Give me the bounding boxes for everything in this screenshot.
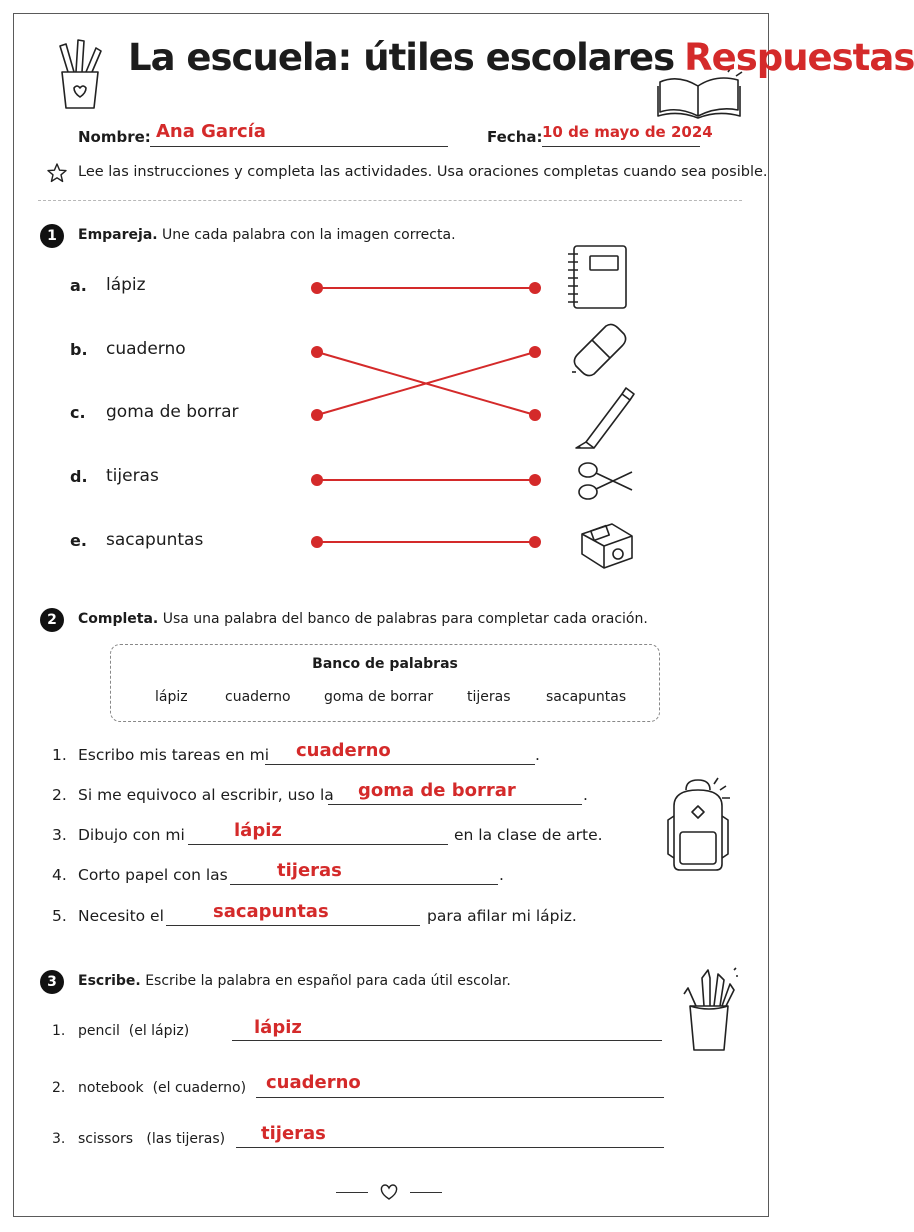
- name-label: Nombre:: [78, 128, 151, 146]
- write-1-answer: lápiz: [254, 1017, 302, 1038]
- match-dot-left[interactable]: [311, 409, 323, 421]
- match-item-word: sacapuntas: [106, 530, 204, 550]
- sentence-4-answer: tijeras: [277, 860, 342, 881]
- eraser-icon: [570, 320, 630, 376]
- write-2-answer: cuaderno: [266, 1072, 361, 1093]
- section-2-title: Completa.: [78, 611, 159, 627]
- sentence-3-number: 3.: [52, 826, 67, 844]
- write-3-prompt: scissors (las tijeras): [78, 1131, 226, 1147]
- sentence-3-answer: lápiz: [234, 820, 282, 841]
- notebook-icon: [568, 244, 630, 310]
- section-1-number: 1: [40, 224, 64, 248]
- sentence-4-blank: [230, 884, 498, 885]
- section-3-instruction: Escribe la palabra en español para cada útil escolar.: [145, 973, 511, 989]
- sentence-1-after: .: [535, 746, 540, 764]
- sentence-5-before: Necesito el: [78, 907, 164, 925]
- write-1-blank: [232, 1040, 662, 1041]
- write-1-number: 1.: [52, 1023, 66, 1039]
- footer-line-left: [336, 1192, 368, 1193]
- sentence-1-blank: [265, 764, 535, 765]
- sentence-2-before: Si me equivoco al escribir, uso la: [78, 786, 334, 804]
- word-bank-word: lápiz: [155, 689, 188, 705]
- match-dot-right[interactable]: [529, 409, 541, 421]
- match-item-letter: e.: [70, 531, 87, 550]
- backpack-icon: [664, 776, 734, 874]
- footer-line-right: [410, 1192, 442, 1193]
- scissors-icon: [576, 460, 634, 502]
- match-item-letter: c.: [70, 403, 86, 422]
- write-3-number: 3.: [52, 1131, 66, 1147]
- sentence-1-number: 1.: [52, 746, 67, 764]
- section-3-heading: [78, 973, 511, 989]
- write-3-answer: tijeras: [261, 1123, 326, 1144]
- write-2-prompt: notebook (el cuaderno): [78, 1080, 247, 1096]
- heart-icon: [380, 1184, 398, 1200]
- sentence-1-answer: cuaderno: [296, 740, 391, 761]
- match-item-letter: d.: [70, 467, 88, 486]
- write-2-blank: [256, 1097, 664, 1098]
- word-bank-box: [110, 644, 660, 722]
- section-3-title: Escribe.: [78, 973, 141, 989]
- sentence-1-before: Escribo mis tareas en mi: [78, 746, 270, 764]
- word-bank-title: Banco de palabras: [312, 656, 458, 672]
- title-text: La escuela: útiles escolares: [128, 36, 675, 79]
- match-item-word: cuaderno: [106, 339, 186, 359]
- answers-label: Respuestas: [684, 36, 914, 79]
- pencil-icon: [572, 384, 634, 450]
- word-bank-word: goma de borrar: [324, 689, 434, 705]
- match-item-word: tijeras: [106, 466, 159, 486]
- match-dot-left[interactable]: [311, 536, 323, 548]
- word-bank-word: tijeras: [467, 689, 511, 705]
- sentence-3-blank: [188, 844, 448, 845]
- instructions-text: Lee las instrucciones y completa las actividades. Usa oraciones completas cuando sea posible.: [78, 164, 768, 180]
- sentence-5-answer: sacapuntas: [213, 901, 329, 922]
- match-item-letter: b.: [70, 340, 88, 359]
- section-1-title: Empareja.: [78, 227, 158, 243]
- word-bank-word: cuaderno: [225, 689, 291, 705]
- match-dot-right[interactable]: [529, 346, 541, 358]
- sentence-4-before: Corto papel con las: [78, 866, 228, 884]
- sharpener-icon: [578, 514, 636, 570]
- match-dot-left[interactable]: [311, 346, 323, 358]
- sentence-5-after: para afilar mi lápiz.: [427, 907, 577, 925]
- section-2-heading: [78, 611, 648, 627]
- write-1-prompt: pencil (el lápiz): [78, 1023, 190, 1039]
- match-dot-left[interactable]: [311, 282, 323, 294]
- sentence-2-answer: goma de borrar: [358, 780, 516, 801]
- match-item-word: lápiz: [106, 275, 146, 295]
- match-dot-right[interactable]: [529, 474, 541, 486]
- match-dot-right[interactable]: [529, 536, 541, 548]
- date-label: Fecha:: [487, 128, 543, 146]
- match-dot-right[interactable]: [529, 282, 541, 294]
- section-2-instruction: Usa una palabra del banco de palabras para completar cada oración.: [162, 611, 648, 627]
- sentence-5-blank: [166, 925, 420, 926]
- write-3-blank: [236, 1147, 664, 1148]
- sentence-2-blank: [328, 804, 582, 805]
- word-bank-word: sacapuntas: [546, 689, 627, 705]
- date-value: 10 de mayo de 2024: [542, 123, 713, 141]
- sentence-4-after: .: [499, 866, 504, 884]
- section-1-instruction: Une cada palabra con la imagen correcta.: [162, 227, 456, 243]
- match-item-letter: a.: [70, 276, 87, 295]
- match-item-word: goma de borrar: [106, 402, 239, 422]
- name-value: Ana García: [156, 121, 266, 142]
- sentence-3-before: Dibujo con mi: [78, 826, 185, 844]
- section-2-number: 2: [40, 608, 64, 632]
- sentence-5-number: 5.: [52, 907, 67, 925]
- sentence-2-number: 2.: [52, 786, 67, 804]
- sentence-4-number: 4.: [52, 866, 67, 884]
- sentence-2-after: .: [583, 786, 588, 804]
- pencil-cup-icon: [680, 966, 740, 1054]
- match-dot-left[interactable]: [311, 474, 323, 486]
- section-3-number: 3: [40, 970, 64, 994]
- sentence-3-after: en la clase de arte.: [454, 826, 603, 844]
- write-2-number: 2.: [52, 1080, 66, 1096]
